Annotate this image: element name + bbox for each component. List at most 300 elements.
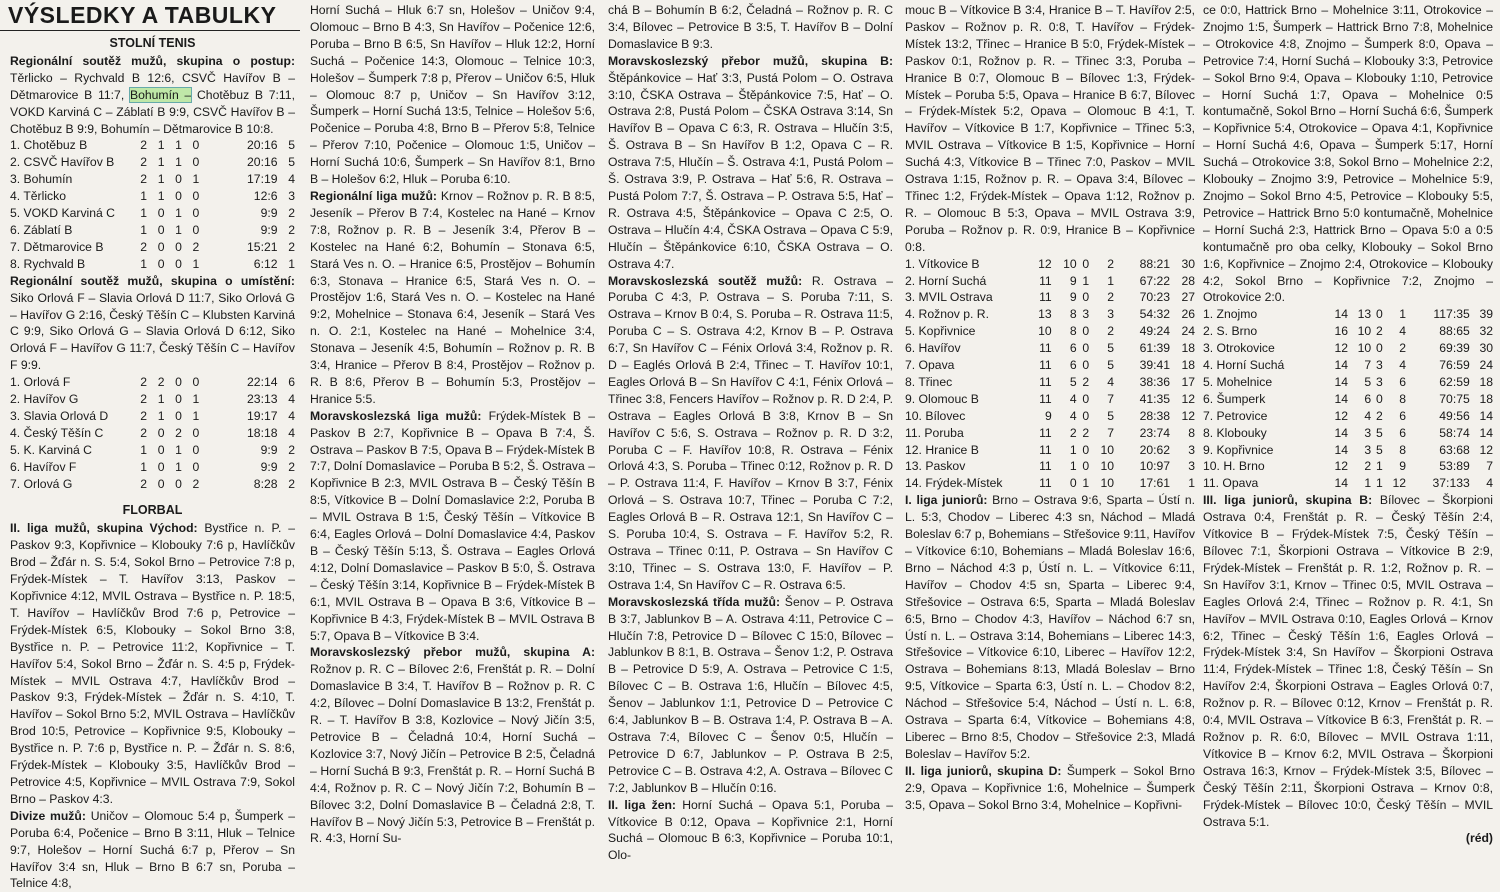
stat-cell: 11 [1039,425,1052,440]
author-signature: (réd) [1465,831,1493,846]
stat-cell: 2 [1107,256,1115,271]
stat-cell: 2 [1376,408,1383,423]
team-name-cell: 6. Šumperk [1203,391,1266,406]
stat-cell: 20:16 [247,155,278,170]
stat-cell: 2 [140,392,148,407]
stat-cell: 15:21 [247,239,278,254]
standings-row [1203,391,1493,408]
stat-cell: 0 [175,408,182,423]
stat-cell: 0 [1082,324,1090,339]
stat-cell: 14 [1334,391,1348,406]
stat-cell: 4 [1486,476,1493,491]
results-text: Rožnov p. R. C – Bílovec 2:6, Frenštát p. R. – Dolní Domaslavice B 3:4, T. Havířov B – Rožnov p. R. C 4:2, Bílovec – Dolní Domaslavice B 13:2, Frenštát p. R. – T. Havířov B 3:8, Kozlovice – Nový Jičín 3:5, Petrovice B – Čeladná 10:4, Horní Suchá – Kozlovice 3:7, Nový Jičín – Petrovice B 2:5, Čeladná – Horní Suchá B 9:3, Frenštát p. R. – Horní Suchá B 4:4, Rožnov p. R. C – Nový Jičín 7:2, Bohumín B – Bílovec 3:2, Dolní Domaslavice B – Čeladná 2:8, T. Havířov B – Nový Jičín 5:3, Petrovice B – Frenštát p. R. 4:3, Horní Su- [310,662,595,846]
stat-cell: 1 [157,138,165,153]
stat-cell: 9 [1044,408,1052,423]
competition-heading: Divize mužů: [10,808,86,823]
results-text: Siko Orlová F – Slavia Orlová D 11:7, Siko Orlová G – Havířov G 2:16, Český Těšín C – Klubsten Karviná C 9:9, Siko Orlová G – Slavia Orlová D 6:12, Siko Orlová F – Havířov G 11:7, Český Těšín C – Havířov F 9:9. [10,290,295,373]
stat-cell: 0 [157,425,165,440]
stat-cell: 88:65 [1439,324,1470,339]
stat-cell: 8 [1188,425,1195,440]
team-name-cell: 2. Havířov G [10,392,79,407]
stat-cell: 18 [1479,374,1493,389]
stat-cell: 11 [1039,341,1052,356]
stat-cell: 1 [157,392,165,407]
stat-cell: 1 [157,172,165,187]
standings-row [10,425,295,442]
results-text: Šenov – P. Ostrava B 3:7, Jablunkov B – A. Ostrava 4:11, Petrovice C – Hlučín 7:8, Petrovice D – Bílovec C 15:0, Bílovec – Jablunkov B 8:1, B. Ostrava – Šenov 1:2, P. Ostrava B – Petrovice D 5:9, A. Ostrava – Petrovice C 1:5, Bílovec C – B. Ostrava 1:6, Hlučín – Bílovec 4:5, Šenov – Jablunkov 1:1, Petrovice D – Petrovice C 6:4, Jablunkov B – B. Ostrava 1:4, P. Ostrava B – A. Ostrava 7:4, Bílovec C – Šenov 0:5, Hlučín – Petrovice D 6:7, Jablunkov – P. Ostrava B 2:5, Petrovice C – B. Ostrava 4:2, A. Ostrava – Bílovec C 7:2, Jablunkov B – Hlučín 0:16. [608,594,894,795]
standings-row [905,475,1195,492]
results-text: Chotěbuz B 7:11, VOKD Karviná C – Záblatí B 9:9, CSVČ Havířov B – Chotěbuz B 9:9, Bohumín – Dětmarovice B 10:8. [10,87,295,136]
stat-cell: 41:35 [1139,391,1171,406]
stat-cell: 5 [1107,341,1115,356]
stat-cell: 1 [140,256,148,271]
stat-cell: 1 [1107,273,1115,288]
stat-cell: 3 [288,189,295,204]
results-text: Horní Suchá – Hluk 6:7 sn, Holešov – Uničov 9:4, Olomouc – Brno B 4:3, Sn Havířov – Počenice 12:6, Poruba – Brno B 6:5, Sn Havířov – Hluk 12:2, Horní Suchá – Počenice 14:3, Olomouc – Telnice 10:3, Holešov – Šumperk 7:8 p, Přerov – Uničov 6:5, Hluk – Olomouc 8:7 p, Uničov – Sn Havířov 3:12, Šumperk – Horní Suchá 13:5, Telnice – Holešov 5:6, Počenice – Poruba 4:8, Brno B – Přerov 5:8, Telnice – Přerov 7:10, Počenice – Olomouc 1:5, Uničov – Horní Suchá 10:6, Šumperk – Sn Havířov 8:1, Brno B – Holešov 6:2, Hluk – Poruba 6:10. [310,3,595,187]
stat-cell: 0 [175,392,182,407]
stat-cell: 0 [175,172,182,187]
team-name-cell: 5. Mohelnice [1203,374,1273,389]
results-text: Frýdek-Místek B – Paskov B 2:7, Kopřivnice B – Opava B 7:4, Š. Ostrava – Paskov B 7:5, Opava B – Frýdek-Místek B 7:7, Dolní Domaslavice – Poruba B 5:2, Š. Ostrava – Kopřivnice B 2:3, MVIL Ostrava B – Český Těšín B 8:5, Vítkovice B – Dolní Domaslavice 2:2, Poruba B – MVIL Ostrava B 1:5, Český Těšín – Vítkovice B 6:4, Eagles Orlová – Dolní Domaslavice 4:4, Paskov B – Český Těšín 5:13, Š. Ostrava – Eagles Orlová 4:12, Dolní Domaslavice – Paskov B 5:0, Š. Ostrava – Český Těšín 3:14, Kopřivnice B – Frýdek-Místek B 6:1, MVIL Ostrava B – Opava B 3:6, Vítkovice B – Kopřivnice B 4:3, Frýdek-Místek B – MVIL Ostrava B 5:7, Opava B – Vítkovice B 3:4. [310,408,595,643]
stat-cell: 0 [175,189,182,204]
team-name-cell: 7. Opava [905,358,955,373]
competition-heading: Moravskoslezská soutěž mužů: [608,273,803,288]
stat-cell: 2 [192,239,200,254]
team-name-cell: 4. Těrlicko [10,189,66,204]
team-name-cell: 4. Český Těšín C [10,425,104,440]
stat-cell: 18 [1479,391,1493,406]
stat-cell: 14 [1334,442,1348,457]
results-paragraph [608,273,893,594]
stat-cell: 0 [175,256,182,271]
stat-cell: 37:133 [1432,476,1470,491]
standings-row [1203,458,1493,475]
results-paragraph [608,2,893,53]
standings-row [10,205,295,222]
standings-row [1203,357,1493,374]
stat-cell: 12 [1181,408,1195,423]
stat-cell: 39:41 [1139,358,1171,373]
stat-cell: 49:56 [1439,408,1470,423]
stat-cell: 5 [1376,425,1383,440]
stat-cell: 49:24 [1139,324,1171,339]
stat-cell: 0 [1069,476,1077,491]
stat-cell: 6 [288,375,295,390]
stat-cell: 4 [1069,408,1077,423]
stat-cell: 63:68 [1439,442,1470,457]
stat-cell: 0 [1376,341,1383,356]
stat-cell: 22:14 [247,375,278,390]
stat-cell: 5 [1364,374,1372,389]
stat-cell: 30 [1181,256,1195,271]
stat-cell: 12 [1334,459,1348,474]
standings-row [905,408,1195,425]
stat-cell: 1 [1399,307,1406,322]
stat-cell: 30 [1479,341,1493,356]
stat-cell: 0 [192,459,200,474]
standings-row [905,256,1195,273]
standings-row [10,459,295,476]
team-name-cell: 8. Třinec [905,374,953,389]
results-paragraph [1203,2,1493,306]
stat-cell: 11 [1039,442,1052,457]
stat-cell: 2 [288,442,295,457]
highlighted-text: Bohumín – [129,87,192,102]
stat-cell: 2 [288,459,295,474]
standings-row [1203,475,1493,492]
stat-cell: 12 [1479,442,1493,457]
stat-cell: 24 [1181,324,1195,339]
team-name-cell: 4. Horní Suchá [1203,358,1285,373]
competition-heading: Regionální soutěž mužů, skupina o postup: [10,53,295,68]
stat-cell: 0 [1082,391,1090,406]
results-text: Horní Suchá – Opava 5:1, Poruba – Vítkovice B 0:12, Opava – Kopřivnice 2:1, Horní Suchá – Olomouc B 6:3, Kopřivnice – Poruba 10:1, Olo- [608,797,893,863]
stat-cell: 5 [1107,408,1115,423]
stat-cell: 88:21 [1139,256,1171,271]
stat-cell: 12 [1181,391,1195,406]
stat-cell: 0 [1082,358,1090,373]
results-text: R. Ostrava – Poruba C 4:3, P. Ostrava – S. Poruba 7:11, S. Ostrava – Krnov B 0:4, S. Poruba – R. Ostrava 11:5, Poruba C – S. Ostrava 4:2, Krnov B – P. Ostrava 6:7, Sn Havířov C – Fénix Orlová 3:4, Rožnov p. R. D – Eaglés Orlová B 2:4, Třinec – T. Havířov 10:1, Eagles Orlová B – Sn Havířov C 4:1, Fénix Orlová – Třinec 3:8, Fencers Havířov – Rožnov p. R. D 2:4, P. Ostrava – Eagles Orlová B 3:8, Krnov B – Sn Havířov C 5:6, S. Ostrava – Rožnov p. R. D 3:2, Poruba C – F. Havířov 10:8, R. Ostrava – Fénix Orlová 4:3, S. Poruba – Třinec 0:12, Rožnov p. R. D – P. Ostrava 11:4, F. Havířov – Krnov B 3:7, Fénix Orlová – S. Ostrava 10:7, Třinec – Poruba C 7:2, Eagles Orlová B – R. Ostrava 12:1, Sn Havířov C – S. Poruba 10:4, S. Ostrava – F. Havířov 5:2, R. Ostrava – Třinec 0:11, P. Ostrava – Sn Havířov C 3:10, Třinec – S. Ostrava 13:0, F. Havířov – P. Ostrava 1:4, Sn Havířov C – R. Ostrava 6:5. [608,273,894,592]
stat-cell: 2 [140,172,148,187]
standings-row [10,408,295,425]
competition-heading: Regionální soutěž mužů, skupina o umístění: [10,273,295,288]
stat-cell: 23:13 [247,392,278,407]
stat-cell: 3 [1364,442,1372,457]
stat-cell: 11 [1039,374,1052,389]
standings-row [1203,306,1493,323]
stat-cell: 0 [157,442,165,457]
stat-cell: 1 [288,256,295,271]
competition-heading: Moravskoslezská liga mužů: [310,408,482,423]
team-name-cell: 2. S. Brno [1203,324,1258,339]
standings-row [905,340,1195,357]
stat-cell: 2 [140,375,148,390]
stat-cell: 1 [157,189,165,204]
stat-cell: 2 [1107,324,1115,339]
stat-cell: 0 [1376,391,1383,406]
results-text: Uničov – Olomouc 5:4 p, Šumperk – Poruba 6:4, Počenice – Brno B 3:11, Hluk – Telnice 9:7, Holešov – Horní Suchá 6:7 p, Přerov – Sn Havířov 3:4 sn, Hluk – Brno B 6:7 sn, Poruba – Telnice 4:8, [10,808,295,891]
standings-row [10,188,295,205]
stat-cell: 3 [1188,459,1195,474]
standings-row [10,442,295,459]
competition-heading: Regionální liga mužů: [310,188,437,203]
stat-cell: 1 [175,206,182,221]
team-name-cell: 3. Otrokovice [1203,341,1275,356]
stat-cell: 8 [1399,442,1406,457]
standings-row [10,239,295,256]
stat-cell: 1 [140,206,148,221]
team-name-cell: 8. Rychvald B [10,256,86,271]
stat-cell: 38:36 [1139,374,1171,389]
stat-cell: 8:28 [253,476,278,491]
stat-cell: 3 [1107,307,1115,322]
stat-cell: 54:32 [1139,307,1171,322]
stat-cell: 6 [1069,358,1077,373]
results-paragraph [10,273,295,374]
stat-cell: 2 [1364,459,1372,474]
results-text: Bílovec – Škorpioni Ostrava 0:4, Frenštát p. R. – Český Těšín 2:4, Vítkovice B – Frýdek-Místek 7:5, Český Těšín – Bílovec 7:1, Škorpioni Ostrava – Vítkovice B 2:9, Frýdek-Místek – Frenštát p. R. 1:2, Rožnov p. R. – Sn Havířov 3:1, Krnov – Třinec 0:5, MVIL Ostrava – Eagles Orlová 2:4, Třinec – Rožnov p. R. 4:1, Sn Havířov – MVIL Ostrava 0:10, Eagles Orlová – Krnov 6:2, Třinec – Český Těšín 1:6, Eagles Orlová – Frýdek-Místek 3:4, Sn Havířov – Škorpioni Ostrava 11:4, Frýdek-Místek – Třinec 1:8, Český Těšín – Sn Havířov 2:4, Škorpioni Ostrava – Eagles Orlová 0:7, Rožnov p. R. – Bílovec 0:12, Krnov – Frenštát p. R. 0:4, MVIL Ostrava – Vítkovice B 6:3, Frenštát p. R. – Rožnov p. R. 6:0, Bílovec – MVIL Ostrava 1:11, Vítkovice B – Krnov 6:2, MVIL Ostrava – Škorpioni Ostrava 16:3, Krnov – Frýdek-Místek 3:5, Bílovec – Český Těšín 2:11, Škorpioni Ostrava – Krnov 0:8, Frýdek-Místek – Bílovec 10:0, Český Těšín – MVIL Ostrava 5:1. [1203,493,1493,829]
results-paragraph [10,808,295,892]
results-paragraph [310,188,595,408]
stat-cell: 10 [1063,256,1077,271]
results-paragraph [10,520,295,807]
stat-cell: 7 [1364,358,1372,373]
page-title: VÝSLEDKY A TABULKY [8,2,277,28]
column-2 [310,2,595,844]
stat-cell: 18 [1181,358,1195,373]
stat-cell: 3 [1376,358,1383,373]
stat-cell: 0 [192,442,200,457]
team-name-cell: 10. Bílovec [905,408,966,423]
stat-cell: 0 [175,476,182,491]
stat-cell: 8 [1399,391,1406,406]
column-4 [905,2,1195,844]
team-name-cell: 5. K. Karviná C [10,442,92,457]
column-1 [10,33,295,891]
stat-cell: 1 [140,442,148,457]
stat-cell: 1 [175,442,182,457]
stat-cell: 58:74 [1439,425,1470,440]
stat-cell: 9:9 [260,442,278,457]
stat-cell: 2 [1082,374,1090,389]
stat-cell: 9 [1069,290,1077,305]
standings-row [1203,442,1493,459]
stat-cell: 1 [175,138,182,153]
team-name-cell: 6. Havířov F [10,459,77,474]
standings-row [10,374,295,391]
stat-cell: 14 [1334,476,1348,491]
team-name-cell: 9. Olomouc B [905,391,979,406]
stat-cell: 14 [1479,425,1493,440]
stat-cell: 9 [1399,459,1406,474]
stat-cell: 10 [1100,459,1115,474]
stat-cell: 18 [1181,341,1195,356]
stat-cell: 70:75 [1439,391,1470,406]
stat-cell: 8 [1069,307,1077,322]
standings-row [10,256,295,273]
stat-cell: 2 [175,425,182,440]
standings-row [905,442,1195,459]
stat-cell: 11 [1039,391,1052,406]
standings-row [1203,340,1493,357]
team-name-cell: 13. Paskov [905,459,966,474]
results-paragraph [608,53,893,273]
stat-cell: 3 [1082,307,1090,322]
stat-cell: 0 [1082,290,1090,305]
team-name-cell: 7. Petrovice [1203,408,1268,423]
standings-row [1203,425,1493,442]
stat-cell: 0 [1082,256,1090,271]
stat-cell: 17 [1181,374,1195,389]
standings-row [905,357,1195,374]
stat-cell: 0 [1376,307,1383,322]
stat-cell: 0 [192,155,200,170]
stat-cell: 16 [1334,324,1348,339]
stat-cell: 14 [1334,358,1348,373]
stat-cell: 9:9 [260,459,278,474]
stat-cell: 32 [1479,324,1493,339]
team-name-cell: 5. Kopřivnice [905,324,976,339]
stat-cell: 2 [140,408,148,423]
stat-cell: 11 [1039,459,1052,474]
standings-row [10,476,295,493]
standings-table [10,374,295,492]
stat-cell: 11 [1039,273,1052,288]
results-text: Těrlicko – Rychvald B 12:6, CSVČ Havířov B – Dětmarovice B 11:7, [10,70,295,102]
team-name-cell: 11. Poruba [905,425,964,440]
stat-cell: 1 [140,189,148,204]
stat-cell: 2 [288,222,295,237]
stat-cell: 11 [1039,476,1052,491]
team-name-cell: 12. Hranice B [905,442,979,457]
stat-cell: 2 [288,476,295,491]
standings-row [905,425,1195,442]
stat-cell: 69:39 [1439,341,1470,356]
results-paragraph [10,53,295,138]
team-name-cell: 7. Dětmarovice B [10,239,104,254]
competition-heading: I. liga juniorů: [905,493,988,508]
team-name-cell: 5. VOKD Karviná C [10,206,115,221]
stat-cell: 1 [1082,273,1090,288]
stat-cell: 19:17 [247,408,278,423]
stat-cell: 1 [192,172,200,187]
stat-cell: 7 [1107,391,1115,406]
stat-cell: 12 [1038,256,1052,271]
stat-cell: 2 [192,476,200,491]
stat-cell: 12 [1334,341,1348,356]
results-paragraph [310,2,595,188]
stat-cell: 4 [288,408,295,423]
stat-cell: 1 [1082,476,1090,491]
competition-heading: II. liga mužů, skupina Východ: [10,521,198,536]
stat-cell: 14 [1479,408,1493,423]
stat-cell: 1 [140,459,148,474]
stat-cell: 1 [192,256,200,271]
stat-cell: 2 [140,476,148,491]
stat-cell: 3 [1188,442,1195,457]
team-name-cell: 6. Havířov [905,341,961,356]
results-text: Šumperk – Sokol Brno 2:9, Opava – Kopřivnice 1:6, Mohelnice – Šumperk 3:5, Opava – Sokol Brno 3:4, Mohelnice – Kopřivni- [905,763,1195,812]
stat-cell: 0 [157,476,165,491]
results-text: Bystřice n. P. – Paskov 9:3, Kopřivnice – Klobouky 7:6 p, Havlíčkův Brod – Žďár n. S. 5:4, Sokol Brno – Petrovice 7:8 p, Frýdek-Místek – T. Havířov 3:13, Paskov – Kopřivnice 4:12, MVIL Ostrava – Bystřice n. P. 18:5, T. Havířov – Havlíčkův Brod 7:6 p, Petrovice – Frýdek-Místek 6:5, Klobouky – Sokol Brno 3:8, Bystřice n. P. – Petrovice 11:2, Kopřivnice – T. Havířov 5:4, Sokol Brno – Žďár n. S. 4:5 p, Frýdek-Místek – MVIL Ostrava 4:7, Havlíčkův Brod – Paskov 9:3, Frýdek-Místek – Žďár n. S. 4:10, T. Havířov – Sokol Brno 5:2, MVIL Ostrava – Havlíčkův Brod 10:5, Petrovice – Kopřivnice 9:5, Klobouky – Bystřice n. P. 7:6 p, Bystřice n. P. – Žďár n. S. 8:6, Frýdek-Místek – Klobouky 3:5, Havlíčkův Brod – Petrovice 4:5, Kopřivnice – MVIL Ostrava 7:9, Sokol Brno – Paskov 4:3. [10,521,295,806]
standings-table [1203,306,1493,492]
stat-cell: 5 [288,138,295,153]
team-name-cell: 9. Kopřivnice [1203,442,1274,457]
team-name-cell: 1. Vítkovice B [905,256,980,271]
stat-cell: 1 [1069,442,1077,457]
stat-cell: 39 [1479,307,1493,322]
stat-cell: 1 [192,408,200,423]
stat-cell: 27 [1181,290,1195,305]
stat-cell: 1 [1376,476,1383,491]
standings-row [905,391,1195,408]
stat-cell: 53:89 [1439,459,1470,474]
standings-table [10,137,295,272]
standings-row [905,323,1195,340]
stat-cell: 0 [192,138,200,153]
stat-cell: 1 [175,222,182,237]
stat-cell: 24 [1479,358,1493,373]
team-name-cell: 10. H. Brno [1203,459,1265,474]
stat-cell: 2 [157,375,165,390]
stat-cell: 0 [1082,459,1090,474]
stat-cell: 4 [1399,324,1406,339]
team-name-cell: 7. Orlová G [10,476,73,491]
stat-cell: 11 [1039,358,1052,373]
results-text: ce 0:0, Hattrick Brno – Mohelnice 3:11, Otrokovice – Znojmo 1:5, Šumperk – Hattrick Brno 7:8, Mohelnice – Otrokovice 4:8, Znojmo – Šumperk 8:0, Opava – Petrovice 7:4, Horní Suchá – Klobouky 3:3, Petrovice – Sokol Brno 9:4, Opava – Klobouky 1:10, Petrovice – Horní Suchá 1:7, Opava – Mohelnice 0:5 kontumačně, Sokol Brno – Horní Suchá 6:6, Šumperk – Kopřivnice 5:4, Otrokovice – Opava 4:1, Kopřivnice – Horní Suchá 4:6, Opava – Šumperk 5:17, Horní Suchá – Otrokovice 3:8, Sokol Brno – Mohelnice 2:2, Klobouky – Znojmo 3:9, Petrovice – Mohelnice 5:9, Znojmo – Sokol Brno 4:5, Petrovice – Klobouky 5:5, Petrovice – Hattrick Brno 5:0 kontumačně, Mohelnice – Horní Suchá 2:3, Hattrick Brno – Opava 5:0 a 0:5 kontumačně pro oba celky, Klobouky – Sokol Brno 1:6, Kopřivnice – Znojmo 2:4, Otrokovice – Klobouky 4:2, Sokol Brno – Kopřivnice 7:2, Znojmo – Otrokovice 2:0. [1203,3,1493,305]
standings-row [905,458,1195,475]
standings-row [905,374,1195,391]
team-name-cell: 11. Opava [1203,476,1259,491]
standings-row [10,137,295,154]
stat-cell: 1 [1069,459,1077,474]
title-rule [0,30,300,31]
stat-cell: 67:22 [1139,273,1171,288]
stat-cell: 12 [1334,408,1348,423]
stat-cell: 4 [1107,374,1115,389]
competition-heading: Moravskoslezský přebor mužů, skupina B: [608,53,893,68]
team-name-cell: 1. Znojmo [1203,307,1258,322]
stat-cell: 10 [1100,476,1115,491]
stat-cell: 10:97 [1139,459,1171,474]
competition-heading: III. liga juniorů, skupina B: [1203,493,1373,508]
column-5 [1203,2,1493,844]
standings-row [10,171,295,188]
stat-cell: 1 [1188,476,1195,491]
team-name-cell: 4. Rožnov p. R. [905,307,989,322]
stat-cell: 1 [140,222,148,237]
standings-row [10,154,295,171]
stat-cell: 20:62 [1139,442,1171,457]
stat-cell: 1 [175,459,182,474]
stat-cell: 10 [1100,442,1115,457]
stat-cell: 23:74 [1139,425,1171,440]
section-title-florbal: FLORBAL [122,503,183,518]
team-name-cell: 1. Orlová F [10,375,71,390]
stat-cell: 0 [192,375,200,390]
standings-row [1203,323,1493,340]
stat-cell: 70:23 [1139,290,1171,305]
stat-cell: 13 [1038,307,1052,322]
stat-cell: 12 [1392,476,1406,491]
team-name-cell: 3. MVIL Ostrava [905,290,993,305]
competition-heading: Moravskoslezský přebor mužů, skupina A: [310,645,595,660]
results-paragraph [310,408,595,645]
results-paragraph [310,644,595,847]
stat-cell: 14 [1334,374,1348,389]
stat-cell: 2 [1399,341,1406,356]
stat-cell: 0 [192,206,200,221]
stat-cell: 0 [175,375,182,390]
stat-cell: 4 [1364,408,1372,423]
stat-cell: 9 [1069,273,1077,288]
team-name-cell: 6. Záblatí B [10,222,73,237]
stat-cell: 4 [288,425,295,440]
stat-cell: 3 [1364,425,1372,440]
competition-heading: Moravskoslezská třída mužů: [608,594,781,609]
stat-cell: 6:12 [253,256,278,271]
stat-cell: 20:16 [247,138,278,153]
stat-cell: 62:59 [1439,374,1470,389]
stat-cell: 2 [140,155,148,170]
stat-cell: 9:9 [260,206,278,221]
stat-cell: 1 [192,392,200,407]
results-paragraph [905,2,1195,256]
competition-heading: II. liga juniorů, skupina D: [905,763,1062,778]
team-name-cell: 1. Chotěbuz B [10,138,88,153]
stat-cell: 17:19 [247,172,278,187]
stat-cell: 10 [1038,324,1052,339]
